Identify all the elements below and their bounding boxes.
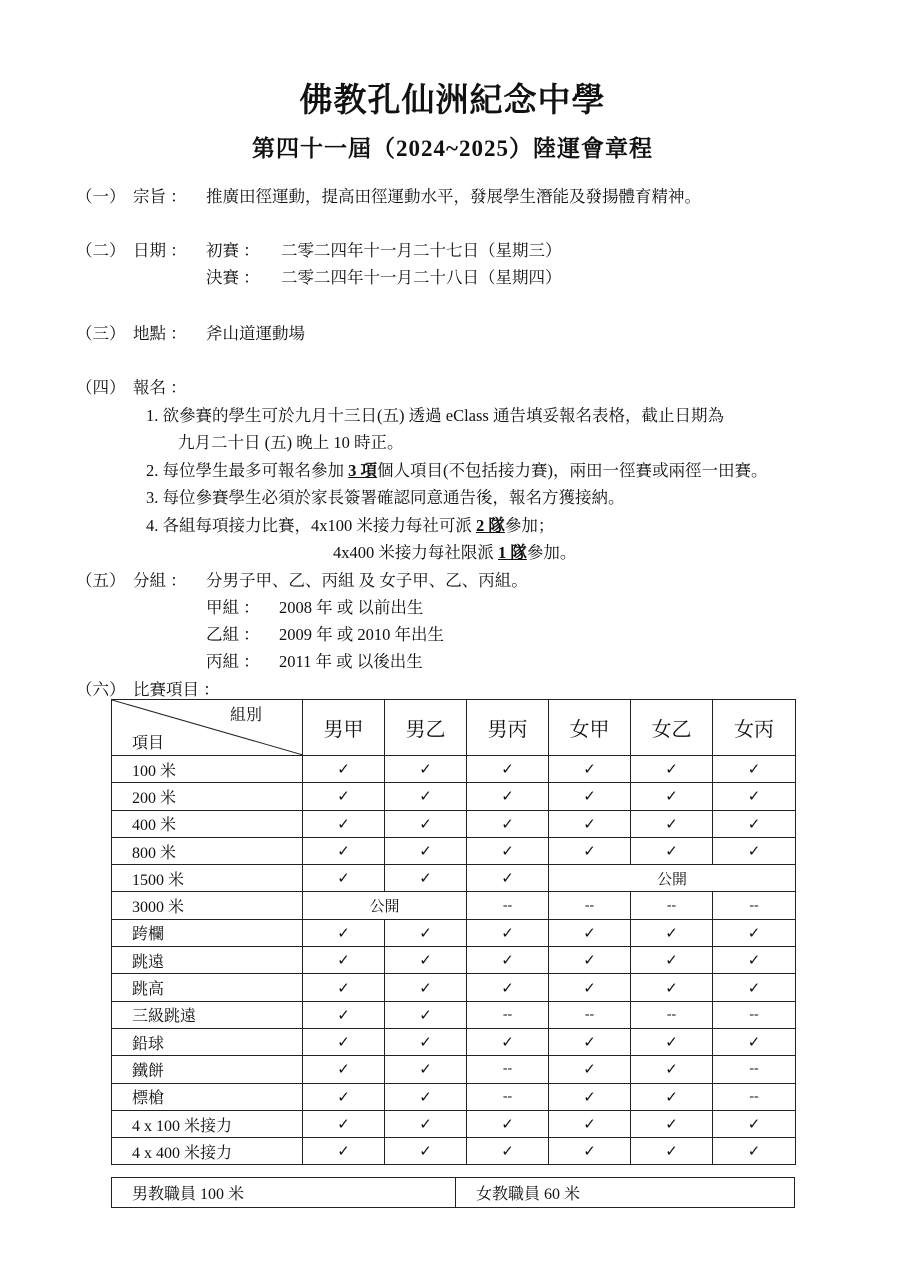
table-row	[112, 865, 796, 892]
check-mark: ✓	[385, 947, 467, 974]
table-row	[112, 919, 796, 946]
dash-mark: --	[631, 1001, 713, 1028]
check-mark: ✓	[713, 783, 796, 810]
staff-events-table	[111, 1177, 795, 1208]
check-mark: ✓	[385, 919, 467, 946]
table-row	[112, 974, 796, 1001]
dash-mark: --	[549, 892, 631, 919]
check-mark: ✓	[385, 865, 467, 892]
check-mark: ✓	[303, 837, 385, 864]
dash-mark: --	[467, 1083, 549, 1110]
staff-female-event: 女教職員 60 米	[456, 1178, 795, 1208]
prelim-label: 初賽 ：	[206, 241, 260, 260]
dash-mark: --	[467, 892, 549, 919]
section-6-label: 比賽項目 ：	[133, 680, 220, 699]
check-mark: ✓	[631, 810, 713, 837]
registration-item-3: 3. 每位參賽學生必須於家長簽署確認同意通告後，報名方獲接納。	[146, 488, 625, 507]
corner-top-label: 組別	[229, 707, 262, 724]
check-mark: ✓	[713, 1028, 796, 1055]
event-name: 200 米	[112, 783, 303, 810]
item-4-emph: 2 隊	[476, 516, 505, 535]
table-row	[112, 892, 796, 919]
check-mark: ✓	[631, 919, 713, 946]
check-mark: ✓	[385, 783, 467, 810]
check-mark: ✓	[631, 1083, 713, 1110]
check-mark: ✓	[713, 810, 796, 837]
registration-item-1: 1. 欲參賽的學生可於九月十三日(五) 透過 eClass 通告填妥報名表格，截止日期為	[146, 406, 724, 425]
check-mark: ✓	[713, 919, 796, 946]
dash-mark: --	[467, 1001, 549, 1028]
check-mark: ✓	[385, 1001, 467, 1028]
section-1-number: （一）	[76, 187, 126, 206]
check-mark: ✓	[303, 919, 385, 946]
check-mark: ✓	[467, 756, 549, 783]
dash-mark: --	[631, 892, 713, 919]
event-name: 4 x 100 米接力	[112, 1110, 303, 1137]
table-row	[112, 1110, 796, 1137]
section-3-label: 地點 ：	[133, 324, 187, 343]
check-mark: ✓	[631, 837, 713, 864]
prelim-date: 二零二四年十一月二十七日（星期三）	[281, 241, 562, 260]
group-header: 女乙	[631, 700, 713, 756]
item-4b-pre: 4x400 米接力每社限派	[333, 543, 498, 562]
item-4-pre: 4. 各組每項接力比賽，4x100 米接力每社可派	[146, 516, 476, 535]
event-name: 跨欄	[112, 919, 303, 946]
check-mark: ✓	[303, 1028, 385, 1055]
group-header: 男甲	[303, 700, 385, 756]
check-mark: ✓	[549, 947, 631, 974]
group-b-label: 乙組 ：	[206, 625, 260, 644]
check-mark: ✓	[549, 1083, 631, 1110]
check-mark: ✓	[631, 1056, 713, 1083]
table-row	[112, 1138, 796, 1165]
table-row	[112, 783, 796, 810]
section-1-label: 宗旨 ：	[133, 187, 187, 206]
check-mark: ✓	[549, 1056, 631, 1083]
dash-mark: --	[713, 1001, 796, 1028]
group-header: 男乙	[385, 700, 467, 756]
corner-cell	[112, 700, 303, 756]
event-name: 跳高	[112, 974, 303, 1001]
check-mark: ✓	[467, 1138, 549, 1165]
dash-mark: --	[549, 1001, 631, 1028]
check-mark: ✓	[385, 974, 467, 1001]
event-name: 鉛球	[112, 1028, 303, 1055]
event-name: 鐵餅	[112, 1056, 303, 1083]
dash-mark: --	[713, 1083, 796, 1110]
final-label: 決賽 ：	[206, 268, 260, 287]
dash-mark: --	[713, 1056, 796, 1083]
check-mark: ✓	[303, 1138, 385, 1165]
corner-bottom-label: 項目	[132, 735, 165, 752]
check-mark: ✓	[467, 1028, 549, 1055]
check-mark: ✓	[303, 865, 385, 892]
section-4-number: （四）	[76, 378, 126, 397]
check-mark: ✓	[713, 837, 796, 864]
check-mark: ✓	[385, 1028, 467, 1055]
section-3-number: （三）	[76, 324, 126, 343]
check-mark: ✓	[631, 1138, 713, 1165]
event-name: 100 米	[112, 756, 303, 783]
check-mark: ✓	[385, 756, 467, 783]
table-row	[112, 837, 796, 864]
check-mark: ✓	[549, 783, 631, 810]
check-mark: ✓	[303, 947, 385, 974]
events-table	[111, 699, 796, 1165]
check-mark: ✓	[549, 837, 631, 864]
check-mark: ✓	[713, 756, 796, 783]
check-mark: ✓	[631, 1028, 713, 1055]
check-mark: ✓	[385, 1110, 467, 1137]
dash-mark: --	[713, 892, 796, 919]
check-mark: ✓	[713, 1110, 796, 1137]
open-label: 公開	[303, 892, 467, 919]
registration-item-1-cont: 九月二十日 (五) 晚上 10 時正。	[178, 433, 404, 452]
groups-text: 分男子甲、乙、丙組 及 女子甲、乙、丙組。	[206, 571, 528, 590]
check-mark: ✓	[631, 1110, 713, 1137]
check-mark: ✓	[631, 947, 713, 974]
venue: 斧山道運動場	[206, 324, 305, 343]
group-a-text: 2008 年 或 以前出生	[279, 598, 424, 617]
group-b-text: 2009 年 或 2010 年出生	[279, 625, 444, 644]
document-title: 第四十一屆（2024~2025）陸運會章程	[252, 136, 653, 161]
event-name: 三級跳遠	[112, 1001, 303, 1028]
group-c-label: 丙組 ：	[206, 652, 260, 671]
check-mark: ✓	[713, 974, 796, 1001]
section-4-label: 報名 ：	[133, 378, 187, 397]
check-mark: ✓	[303, 1001, 385, 1028]
item-4-post: 參加；	[504, 516, 555, 535]
check-mark: ✓	[631, 756, 713, 783]
check-mark: ✓	[549, 1110, 631, 1137]
item-2-pre: 2. 每位學生最多可報名參加	[146, 461, 349, 480]
section-5-number: （五）	[76, 571, 126, 590]
check-mark: ✓	[303, 810, 385, 837]
section-5-label: 分組 ：	[133, 571, 187, 590]
group-header: 女甲	[549, 700, 631, 756]
section-6-number: （六）	[76, 680, 126, 699]
group-c-text: 2011 年 或 以後出生	[279, 652, 423, 671]
check-mark: ✓	[549, 756, 631, 783]
check-mark: ✓	[303, 756, 385, 783]
check-mark: ✓	[385, 837, 467, 864]
check-mark: ✓	[467, 837, 549, 864]
event-name: 400 米	[112, 810, 303, 837]
table-row	[112, 1083, 796, 1110]
event-name: 800 米	[112, 837, 303, 864]
table-row	[112, 1178, 795, 1208]
check-mark: ✓	[549, 810, 631, 837]
check-mark: ✓	[385, 1138, 467, 1165]
check-mark: ✓	[385, 1083, 467, 1110]
registration-item-4	[146, 512, 554, 536]
item-4b-post: 參加。	[526, 543, 577, 562]
registration-item-2	[146, 457, 768, 481]
item-4b-emph: 1 隊	[498, 543, 527, 562]
check-mark: ✓	[303, 1056, 385, 1083]
check-mark: ✓	[549, 1028, 631, 1055]
table-header-row	[112, 700, 796, 756]
check-mark: ✓	[303, 974, 385, 1001]
check-mark: ✓	[713, 947, 796, 974]
check-mark: ✓	[303, 783, 385, 810]
group-a-label: 甲組 ：	[206, 598, 260, 617]
check-mark: ✓	[549, 919, 631, 946]
final-date: 二零二四年十一月二十八日（星期四）	[281, 268, 562, 287]
check-mark: ✓	[467, 783, 549, 810]
table-row	[112, 1028, 796, 1055]
section-2-number: （二）	[76, 241, 126, 260]
check-mark: ✓	[631, 974, 713, 1001]
check-mark: ✓	[467, 919, 549, 946]
check-mark: ✓	[713, 1138, 796, 1165]
event-name: 跳遠	[112, 947, 303, 974]
table-row	[112, 1001, 796, 1028]
event-name: 3000 米	[112, 892, 303, 919]
check-mark: ✓	[467, 974, 549, 1001]
event-name: 標槍	[112, 1083, 303, 1110]
check-mark: ✓	[303, 1083, 385, 1110]
check-mark: ✓	[631, 783, 713, 810]
check-mark: ✓	[467, 947, 549, 974]
event-name: 1500 米	[112, 865, 303, 892]
table-row	[112, 756, 796, 783]
check-mark: ✓	[549, 1138, 631, 1165]
section-1-text: 推廣田徑運動，提高田徑運動水平，發展學生潛能及發揚體育精神。	[206, 187, 701, 206]
group-header: 女丙	[713, 700, 796, 756]
group-header: 男丙	[467, 700, 549, 756]
check-mark: ✓	[467, 1110, 549, 1137]
check-mark: ✓	[549, 974, 631, 1001]
item-2-emph: 3 項	[348, 461, 377, 480]
event-name: 4 x 400 米接力	[112, 1138, 303, 1165]
check-mark: ✓	[385, 810, 467, 837]
open-label: 公開	[549, 865, 796, 892]
table-row	[112, 810, 796, 837]
item-2-post: 個人項目(不包括接力賽)，兩田一徑賽或兩徑一田賽。	[377, 461, 768, 480]
table-row	[112, 1056, 796, 1083]
dash-mark: --	[467, 1056, 549, 1083]
staff-male-event: 男教職員 100 米	[112, 1178, 456, 1208]
check-mark: ✓	[303, 1110, 385, 1137]
section-2-label: 日期 ：	[133, 241, 187, 260]
check-mark: ✓	[467, 810, 549, 837]
table-row	[112, 947, 796, 974]
check-mark: ✓	[467, 865, 549, 892]
registration-item-4-cont	[333, 539, 576, 563]
school-name: 佛教孔仙洲紀念中學	[299, 80, 606, 119]
check-mark: ✓	[385, 1056, 467, 1083]
